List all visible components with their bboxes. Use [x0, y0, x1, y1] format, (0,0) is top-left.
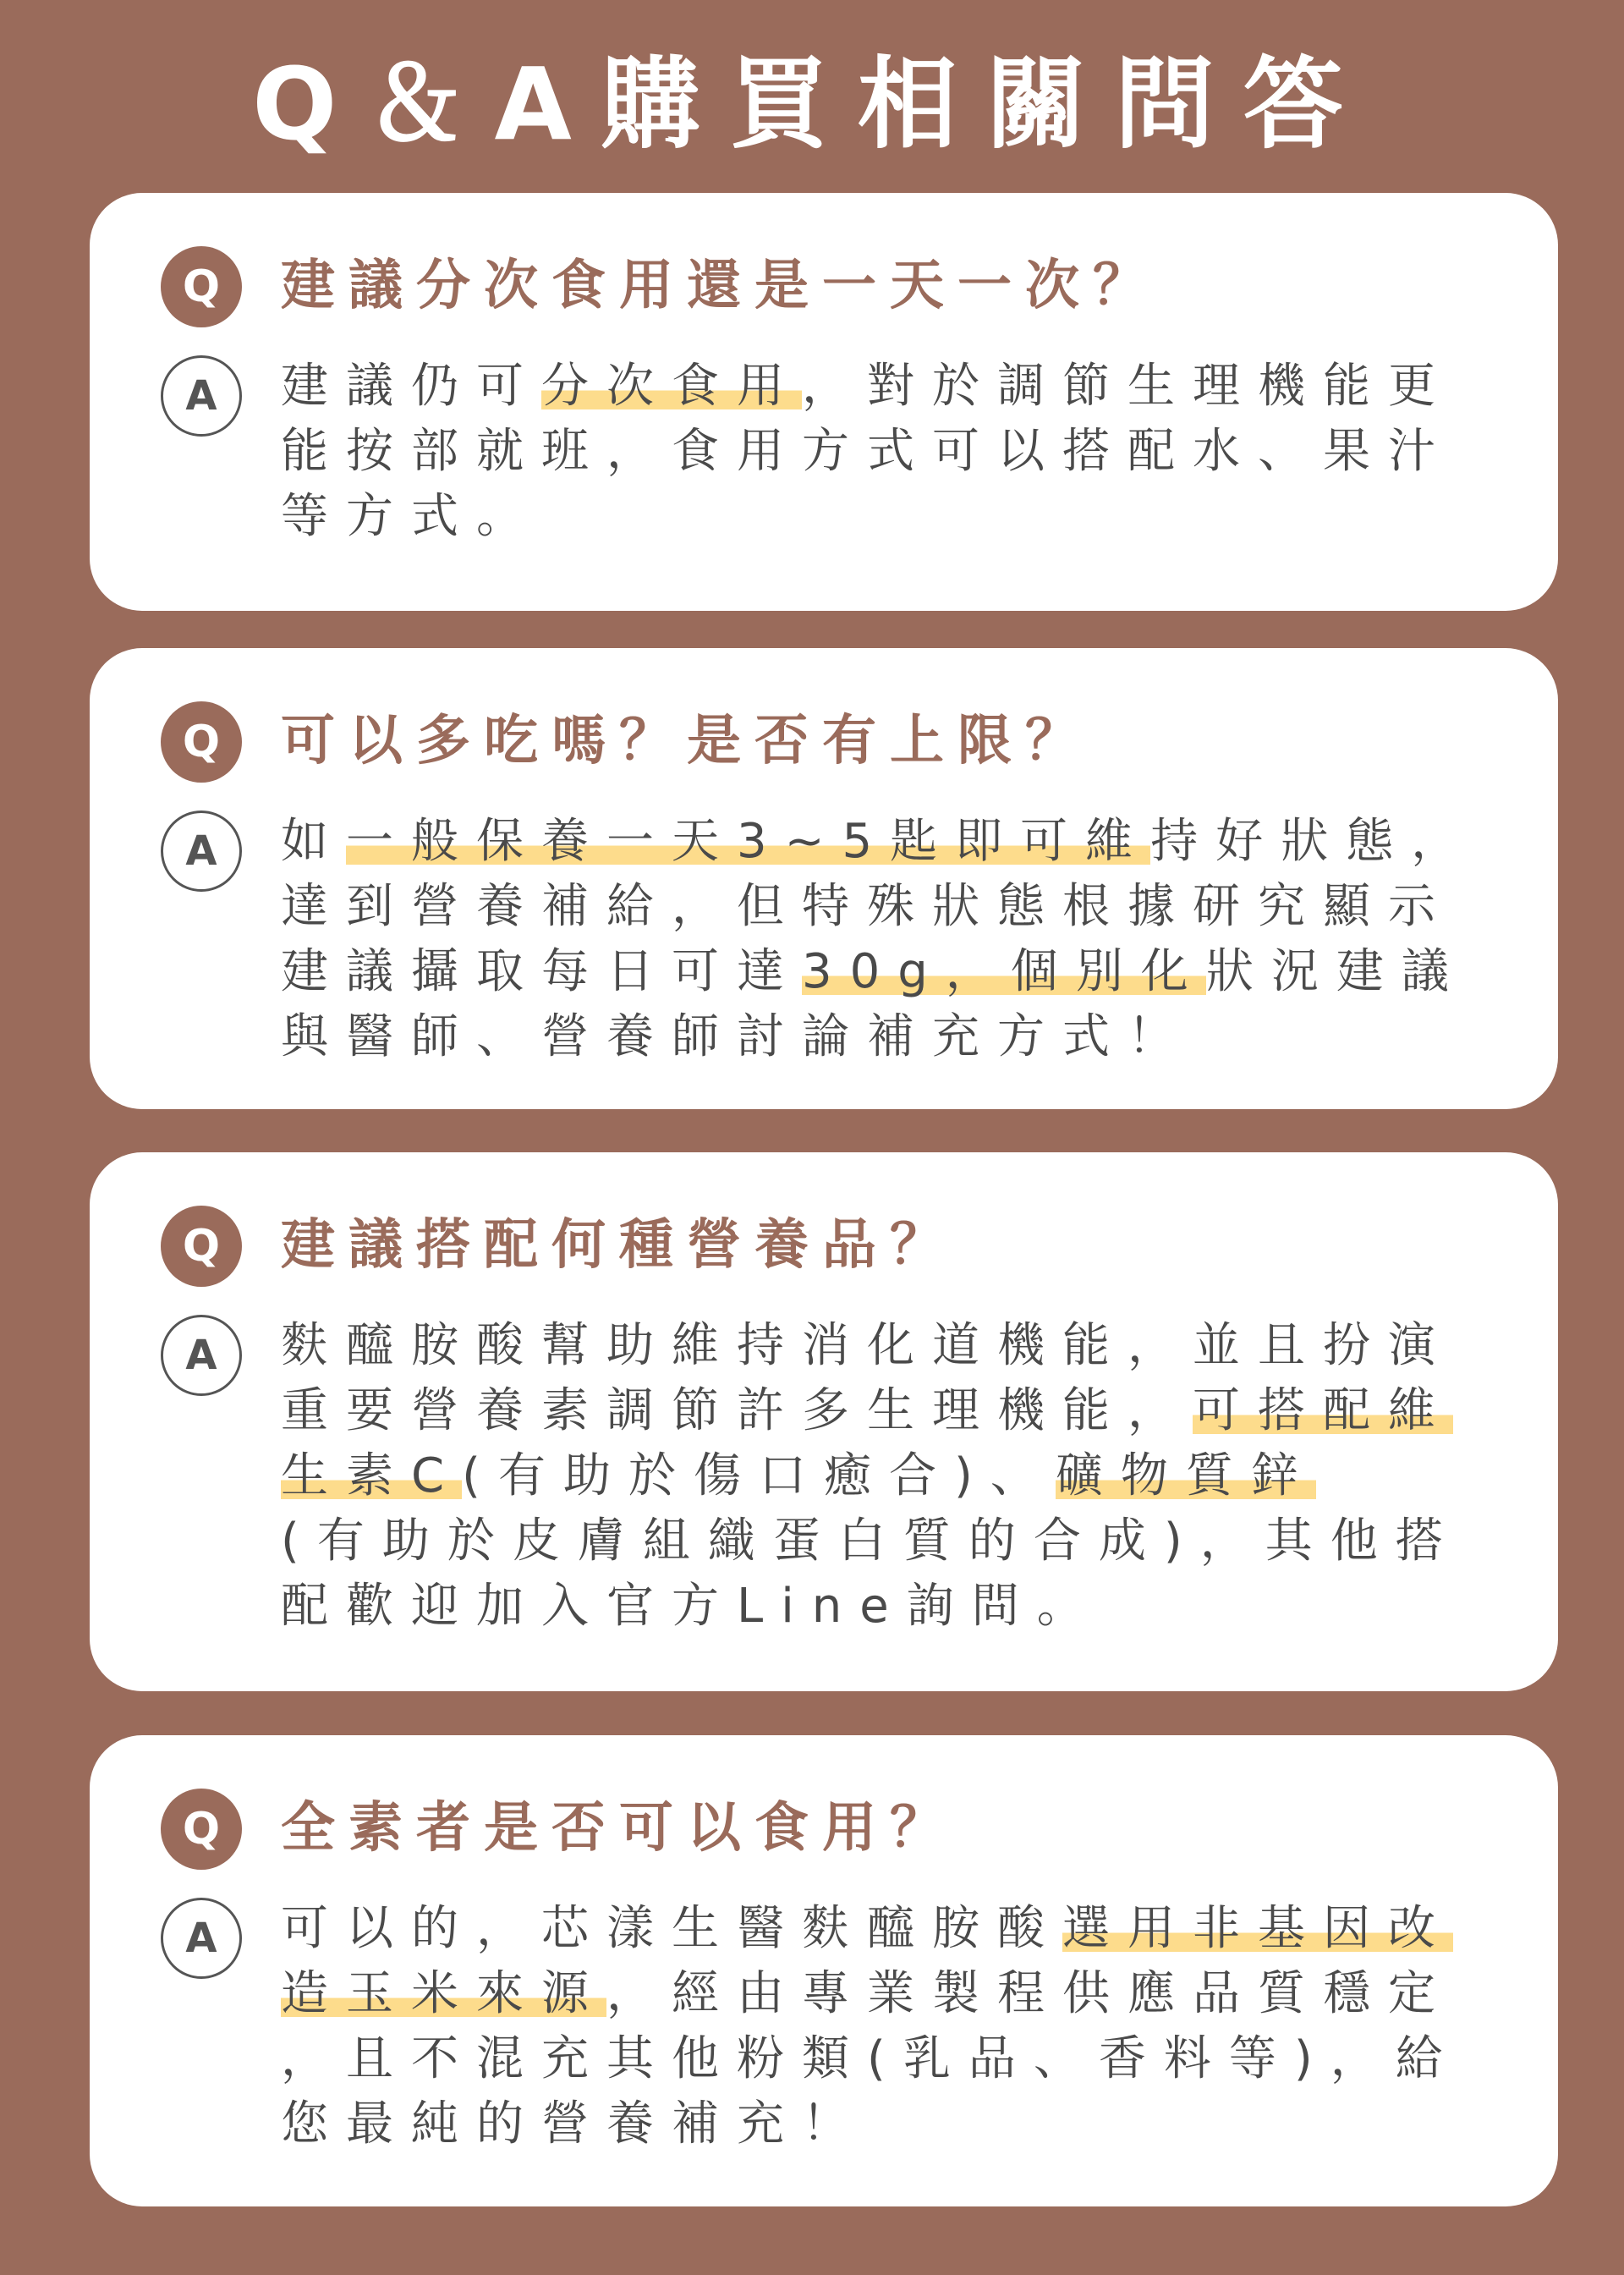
answer-segment: 達到營養補給，但特殊狀態根據研究顯示	[281, 879, 1453, 934]
highlighted-text: 可搭配維	[1193, 1383, 1453, 1438]
answer-segment: ，且不混充其他粉類(乳品、香料等)，給	[281, 2031, 1461, 2086]
question-badge: Q	[161, 701, 242, 783]
question-badge: Q	[161, 246, 242, 327]
answer-text	[281, 1896, 1461, 2157]
answer-badge: A	[161, 811, 242, 892]
faq-card-1	[90, 193, 1558, 611]
answer-text	[281, 354, 1453, 549]
answer-line	[281, 1508, 1461, 1574]
answer-line	[281, 939, 1476, 1004]
answer-segment: 能按部就班，食用方式可以搭配水、果汁	[281, 424, 1453, 479]
answer-segment: 與醫師、營養師討論補充方式！	[281, 1009, 1193, 1064]
highlighted-text: 生素C	[281, 1448, 463, 1503]
answer-segment: 可以的，芯漾生醫麩醯胺酸	[281, 1901, 1062, 1956]
question-text: 可以多吃嗎？是否有上限？	[281, 710, 1093, 772]
answer-segment: 持好狀態，	[1150, 814, 1477, 869]
answer-text	[281, 1313, 1461, 1639]
highlighted-text: 一般保養一天3~5匙即可維	[346, 814, 1151, 869]
question-text: 建議分次食用還是一天一次？	[281, 255, 1160, 317]
answer-segment: 麩醯胺酸幫助維持消化道機能，並且扮演	[281, 1318, 1453, 1373]
answer-line	[281, 1961, 1461, 2026]
answer-line	[281, 1443, 1461, 1508]
highlighted-text: 30g，個別化	[802, 944, 1206, 999]
answer-line	[281, 874, 1476, 939]
answer-segment: ，經由專業製程供應品質穩定	[606, 1966, 1453, 2021]
answer-line	[281, 354, 1453, 419]
answer-line	[281, 1896, 1461, 1961]
answer-segment: (有助於皮膚組織蛋白質的合成)，其他搭	[281, 1514, 1461, 1569]
faq-card-4	[90, 1735, 1558, 2206]
answer-line	[281, 484, 1453, 549]
faq-card-3	[90, 1152, 1558, 1691]
answer-segment: 建議攝取每日可達	[281, 944, 802, 999]
answer-line	[281, 809, 1476, 874]
answer-line	[281, 1313, 1461, 1378]
question-text: 建議搭配何種營養品？	[281, 1214, 957, 1277]
answer-line	[281, 1378, 1461, 1443]
answer-segment: 如	[281, 814, 346, 869]
answer-segment: (有助於傷口癒合)、	[462, 1448, 1056, 1503]
answer-line	[281, 1574, 1461, 1639]
faq-card-2	[90, 648, 1558, 1109]
answer-segment: 狀況建議	[1205, 944, 1467, 999]
answer-segment: 建議仍可	[281, 359, 541, 414]
highlighted-text: 造玉米來源	[281, 1966, 606, 2021]
question-badge: Q	[161, 1206, 242, 1287]
answer-segment: 配歡迎加入官方Line詢問。	[281, 1579, 1102, 1634]
question-text: 全素者是否可以食用？	[281, 1797, 957, 1860]
answer-line	[281, 2026, 1461, 2091]
answer-badge: A	[161, 355, 242, 437]
answer-line	[281, 1004, 1476, 1069]
highlighted-text: 分次食用	[541, 359, 802, 414]
answer-segment: 等方式。	[281, 489, 541, 544]
question-badge: Q	[161, 1789, 242, 1870]
answer-line	[281, 419, 1453, 484]
answer-segment: ，對於調節生理機能更	[802, 359, 1453, 414]
answer-text	[281, 809, 1476, 1069]
answer-badge: A	[161, 1898, 242, 1979]
highlighted-text: 礦物質鋅	[1055, 1448, 1316, 1503]
page-title: Q＆A購買相關問答	[252, 46, 1372, 162]
answer-badge: A	[161, 1315, 242, 1396]
answer-line	[281, 2091, 1461, 2157]
answer-segment: 重要營養素調節許多生理機能，	[281, 1383, 1193, 1438]
highlighted-text: 選用非基因改	[1062, 1901, 1453, 1956]
answer-segment: 您最純的營養補充！	[281, 2096, 867, 2151]
